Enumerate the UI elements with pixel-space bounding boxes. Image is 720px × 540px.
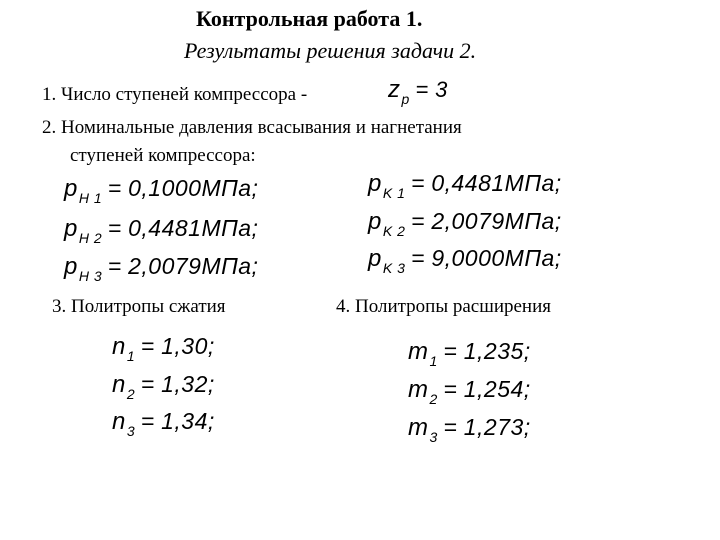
slide-subtitle: Результаты решения задачи 2. [184,38,477,63]
formula-value: 0,4481МПа; [431,170,562,196]
formula-subscript: p [401,91,410,107]
compression-polytrope-formula [112,408,215,439]
formula-value: 2,0079МПа; [431,208,562,234]
stage-count-formula [388,76,448,107]
formula-variable: p [64,215,78,242]
formula-subscript: 3 [429,429,438,445]
formula-value: 0,1000МПа; [128,175,259,201]
formula-equals: = [108,175,123,201]
formula-equals: = [443,376,458,402]
item-3-label: 3. Политропы сжатия [52,296,226,317]
formula-subscript: H 2 [78,230,103,246]
discharge-pressure-formula [368,245,562,276]
formula-variable: m [408,414,429,441]
formula-equals: = [108,253,123,279]
formula-equals: = [141,371,156,397]
expansion-polytrope-formula [408,414,531,445]
formula-variable: p [64,253,78,280]
formula-value: 2,0079МПа; [128,253,259,279]
formula-equals: = [411,208,426,234]
expansion-polytrope-formula [408,338,531,369]
formula-variable: n [112,333,126,360]
compression-polytrope-formula [112,371,215,402]
formula-variable: m [408,338,429,365]
discharge-pressure-formula [368,170,562,201]
formula-value: 1,30; [161,333,215,359]
formula-value: 1,34; [161,408,215,434]
compression-polytrope-formula [112,333,215,364]
formula-value: 1,235; [463,338,531,364]
formula-equals: = [141,408,156,434]
item-2-text-line2: ступеней компрессора: [70,145,256,166]
item-4-label: 4. Политропы расширения [336,296,552,317]
formula-equals: = [443,338,458,364]
suction-pressure-formula [64,215,258,246]
expansion-polytrope-formula [408,376,531,407]
formula-subscript: 3 [126,423,136,439]
formula-subscript: K 1 [382,185,406,201]
formula-value: 1,254; [463,376,531,402]
formula-equals: = [443,414,458,440]
formula-variable: p [368,170,382,197]
formula-equals: = [411,170,426,196]
formula-subscript: 2 [429,391,438,407]
item-2-text-line1: 2. Номинальные давления всасывания и нагнетания [42,117,462,138]
discharge-pressure-formula [368,208,562,239]
formula-equals: = [411,245,426,271]
formula-subscript: 1 [429,353,438,369]
formula-subscript: K 2 [382,223,406,239]
formula-variable: z [388,76,401,103]
item-1-text: 1. Число ступеней компрессора - [42,84,308,105]
formula-value: 3 [435,77,448,102]
formula-value: 9,0000МПа; [431,245,562,271]
formula-subscript: 1 [126,348,136,364]
formula-subscript: K 3 [382,260,406,276]
formula-subscript: H 1 [78,190,103,206]
formula-subscript: H 3 [78,268,103,284]
formula-value: 1,273; [463,414,531,440]
suction-pressure-formula [64,175,258,206]
formula-variable: p [64,175,78,202]
slide-title: Контрольная работа 1. [196,6,423,31]
suction-pressure-formula [64,253,258,284]
formula-equals: = [108,215,123,241]
formula-value: 1,32; [161,371,215,397]
formula-variable: n [112,371,126,398]
formula-variable: m [408,376,429,403]
formula-variable: p [368,208,382,235]
formula-variable: n [112,408,126,435]
formula-subscript: 2 [126,386,136,402]
formula-value: 0,4481МПа; [128,215,259,241]
formula-variable: p [368,245,382,272]
formula-equals: = [141,333,156,359]
formula-equals: = [415,77,430,102]
